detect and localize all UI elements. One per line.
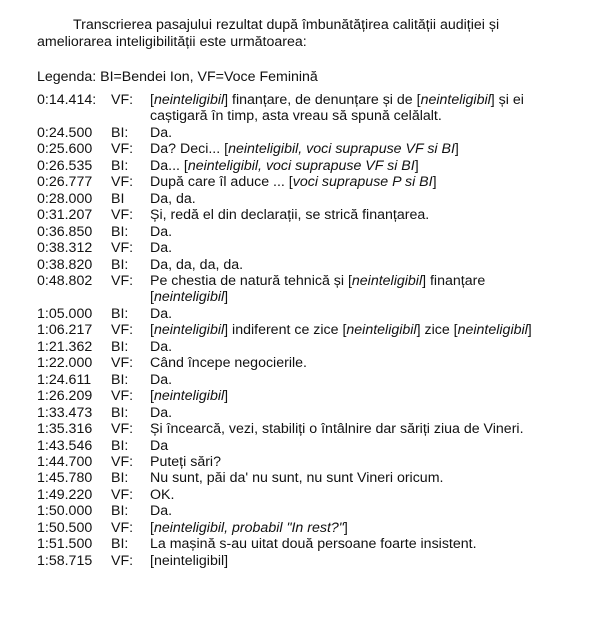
transcript-row: [37, 388, 577, 404]
timestamp: 0:38.820: [37, 256, 93, 273]
utterance-text: [150, 273, 540, 306]
text-segment: Pe chestia de natură tehnică și [: [150, 272, 352, 289]
utterance-text: [150, 421, 540, 437]
annotation-italic: neinteligibil: [153, 322, 225, 339]
text-segment: Da? Deci... [: [150, 141, 229, 158]
transcript-row: [37, 191, 577, 207]
speaker-label: VF:: [111, 174, 134, 191]
speaker-label: BI:: [111, 437, 129, 454]
timestamp: 0:26.535: [37, 157, 93, 174]
text-segment: Da.: [150, 305, 173, 322]
text-segment: Da.: [150, 223, 173, 240]
transcript-row: [37, 92, 577, 125]
speaker-label: VF:: [111, 552, 134, 569]
text-segment: Când începe negocierile.: [150, 355, 307, 372]
utterance-text: [150, 92, 540, 125]
utterance-text: [150, 520, 540, 536]
timestamp: 1:33.473: [37, 404, 93, 421]
utterance-text: [150, 207, 540, 223]
speaker-label: VF:: [111, 453, 134, 470]
transcript-row: [37, 454, 577, 470]
transcript-row: [37, 438, 577, 454]
text-segment: [: [150, 519, 154, 536]
text-segment: Da.: [150, 503, 173, 520]
utterance-text: [150, 174, 540, 190]
speaker-label: BI:: [111, 536, 129, 553]
text-segment: [neinteligibil]: [150, 552, 229, 569]
text-segment: Da.: [150, 240, 173, 257]
annotation-italic: voci suprapuse P si BI: [292, 174, 433, 191]
text-segment: Da.: [150, 124, 173, 141]
transcript-row: [37, 207, 577, 223]
text-segment: ]: [343, 519, 348, 536]
text-segment: [: [150, 92, 154, 108]
speaker-label: VF:: [111, 421, 134, 438]
timestamp: 0:31.207: [37, 207, 93, 224]
annotation-italic: neinteligibil: [153, 388, 225, 405]
timestamp: 0:14.414:: [37, 92, 97, 108]
speaker-label: BI:: [111, 338, 129, 355]
timestamp: 1:51.500: [37, 536, 93, 553]
text-segment: La mașină s-au uitat două persoane foarte insistent.: [150, 536, 477, 553]
timestamp: 1:50.000: [37, 503, 93, 520]
speaker-label: BI:: [111, 124, 129, 141]
transcript-row: [37, 306, 577, 322]
text-segment: Puteți sări?: [150, 453, 221, 470]
utterance-text: [150, 257, 540, 273]
speaker-label: BI: [111, 190, 125, 207]
text-segment: Da.: [150, 338, 173, 355]
speaker-label: BI:: [111, 305, 129, 322]
speaker-label: VF:: [111, 240, 134, 257]
transcript-list: [37, 92, 577, 569]
transcript-row: [37, 174, 577, 190]
timestamp: 0:26.777: [37, 174, 93, 191]
transcript-row: [37, 553, 577, 569]
transcript-row: [37, 536, 577, 552]
annotation-italic: neinteligibil: [153, 289, 225, 306]
timestamp: 1:26.209: [37, 388, 93, 405]
transcript-row: [37, 158, 577, 174]
utterance-text: [150, 503, 540, 519]
speaker-label: VF:: [111, 486, 134, 503]
speaker-label: VF:: [111, 322, 134, 339]
utterance-text: [150, 355, 540, 371]
utterance-text: [150, 372, 540, 388]
timestamp: 1:24.611: [37, 371, 92, 388]
transcript-row: [37, 520, 577, 536]
text-segment: După care îl aduce ... [: [150, 174, 293, 191]
timestamp: 1:44.700: [37, 453, 93, 470]
timestamp: 0:48.802: [37, 272, 93, 289]
timestamp: 1:22.000: [37, 355, 93, 372]
timestamp: 0:38.312: [37, 240, 93, 257]
speaker-label: VF:: [111, 388, 134, 405]
text-segment: Da.: [150, 404, 173, 421]
speaker-label: VF:: [111, 207, 134, 224]
text-segment: ]: [224, 289, 229, 306]
annotation-italic: neinteligibil: [153, 92, 225, 108]
speaker-label: BI:: [111, 503, 129, 520]
transcript-row: [37, 141, 577, 157]
utterance-text: [150, 306, 540, 322]
annotation-italic: neinteligibil: [420, 92, 491, 108]
text-segment: ]: [454, 141, 459, 158]
transcript-row: [37, 257, 577, 273]
utterance-text: [150, 322, 540, 338]
text-segment: ]: [224, 388, 229, 405]
transcript-row: [37, 372, 577, 388]
utterance-text: [150, 191, 540, 207]
utterance-text: [150, 125, 540, 141]
text-segment: Da.: [150, 371, 173, 388]
transcript-row: [37, 322, 577, 338]
utterance-text: [150, 536, 540, 552]
utterance-text: [150, 454, 540, 470]
timestamp: 1:45.780: [37, 470, 93, 487]
speaker-label: BI:: [111, 371, 129, 388]
annotation-italic: neinteligibil: [457, 322, 528, 339]
utterance-text: [150, 438, 540, 454]
transcript-row: [37, 224, 577, 240]
timestamp: 1:58.715: [37, 552, 93, 569]
text-segment: [: [150, 388, 154, 405]
timestamp: 1:49.220: [37, 486, 93, 503]
speaker-label: BI:: [111, 157, 129, 174]
transcript-row: [37, 125, 577, 141]
text-segment: OK.: [150, 486, 175, 503]
text-segment: Și încearcă, vezi, stabiliți o întâlnire dar săriți ziua de Vineri.: [150, 421, 524, 438]
speaker-label: BI:: [111, 404, 129, 421]
utterance-text: [150, 141, 540, 157]
utterance-text: [150, 487, 540, 503]
transcript-row: [37, 355, 577, 371]
transcript-row: [37, 487, 577, 503]
text-segment: ] finanțare, de denunțare și de [: [224, 92, 421, 108]
timestamp: 0:28.000: [37, 190, 93, 207]
text-segment: ]: [432, 174, 437, 191]
utterance-text: [150, 224, 540, 240]
text-segment: ] și ei caștigară în timp, asta vreau să spună celălalt.: [150, 92, 524, 125]
annotation-italic: neinteligibil, voci suprapuse VF si BI: [228, 141, 455, 158]
utterance-text: [150, 339, 540, 355]
utterance-text: [150, 405, 540, 421]
text-segment: Da: [150, 437, 169, 454]
speaker-label: BI:: [111, 470, 129, 487]
transcript-row: [37, 339, 577, 355]
intro-text: Transcrierea pasajului rezultat după îmbunătățirea calității audiției și ameliorarea inteligibilității este următoarea:: [37, 17, 500, 50]
timestamp: 1:43.546: [37, 437, 93, 454]
transcript-row: [37, 240, 577, 256]
text-segment: ]: [414, 157, 419, 174]
text-segment: Da, da, da, da.: [150, 256, 244, 273]
utterance-text: [150, 553, 540, 569]
transcript-row: [37, 503, 577, 519]
timestamp: 0:25.600: [37, 141, 93, 158]
timestamp: 1:21.362: [37, 338, 93, 355]
speaker-label: VF:: [111, 272, 134, 289]
timestamp: 1:06.217: [37, 322, 93, 339]
utterance-text: [150, 158, 540, 174]
timestamp: 1:05.000: [37, 305, 93, 322]
speaker-label: VF:: [111, 519, 134, 536]
legend: Legenda: BI=Bendei Ion, VF=Voce Feminină: [37, 69, 318, 85]
utterance-text: [150, 240, 540, 256]
timestamp: 1:35.316: [37, 421, 93, 438]
transcript-row: [37, 405, 577, 421]
text-segment: ]: [527, 322, 532, 339]
annotation-italic: neinteligibil: [351, 272, 423, 289]
timestamp: 1:50.500: [37, 519, 93, 536]
annotation-italic: neinteligibil: [346, 322, 417, 339]
transcript-row: [37, 470, 577, 486]
text-segment: Da, da.: [150, 190, 196, 207]
text-segment: Nu sunt, păi da' nu sunt, nu sunt Vineri oricum.: [150, 470, 444, 487]
speaker-label: VF:: [111, 141, 134, 158]
transcript-row: [37, 421, 577, 437]
intro-paragraph: [37, 17, 557, 51]
text-segment: ] zice [: [416, 322, 458, 339]
text-segment: Da... [: [150, 157, 188, 174]
text-segment: ] finanțare [: [150, 272, 486, 306]
text-segment: Și, redă el din declarații, se strică finanțarea.: [150, 207, 430, 224]
speaker-label: BI:: [111, 256, 129, 273]
timestamp: 0:24.500: [37, 124, 93, 141]
text-segment: ] indiferent ce zice [: [224, 322, 347, 339]
timestamp: 0:36.850: [37, 223, 93, 240]
speaker-label: VF:: [111, 92, 134, 108]
annotation-italic: neinteligibil, probabil "In rest?": [153, 519, 344, 536]
utterance-text: [150, 470, 540, 486]
speaker-label: VF:: [111, 355, 134, 372]
text-segment: [: [150, 322, 154, 339]
annotation-italic: neinteligibil, voci suprapuse VF si BI: [187, 157, 415, 174]
transcript-row: [37, 273, 577, 306]
utterance-text: [150, 388, 540, 404]
speaker-label: BI:: [111, 223, 129, 240]
